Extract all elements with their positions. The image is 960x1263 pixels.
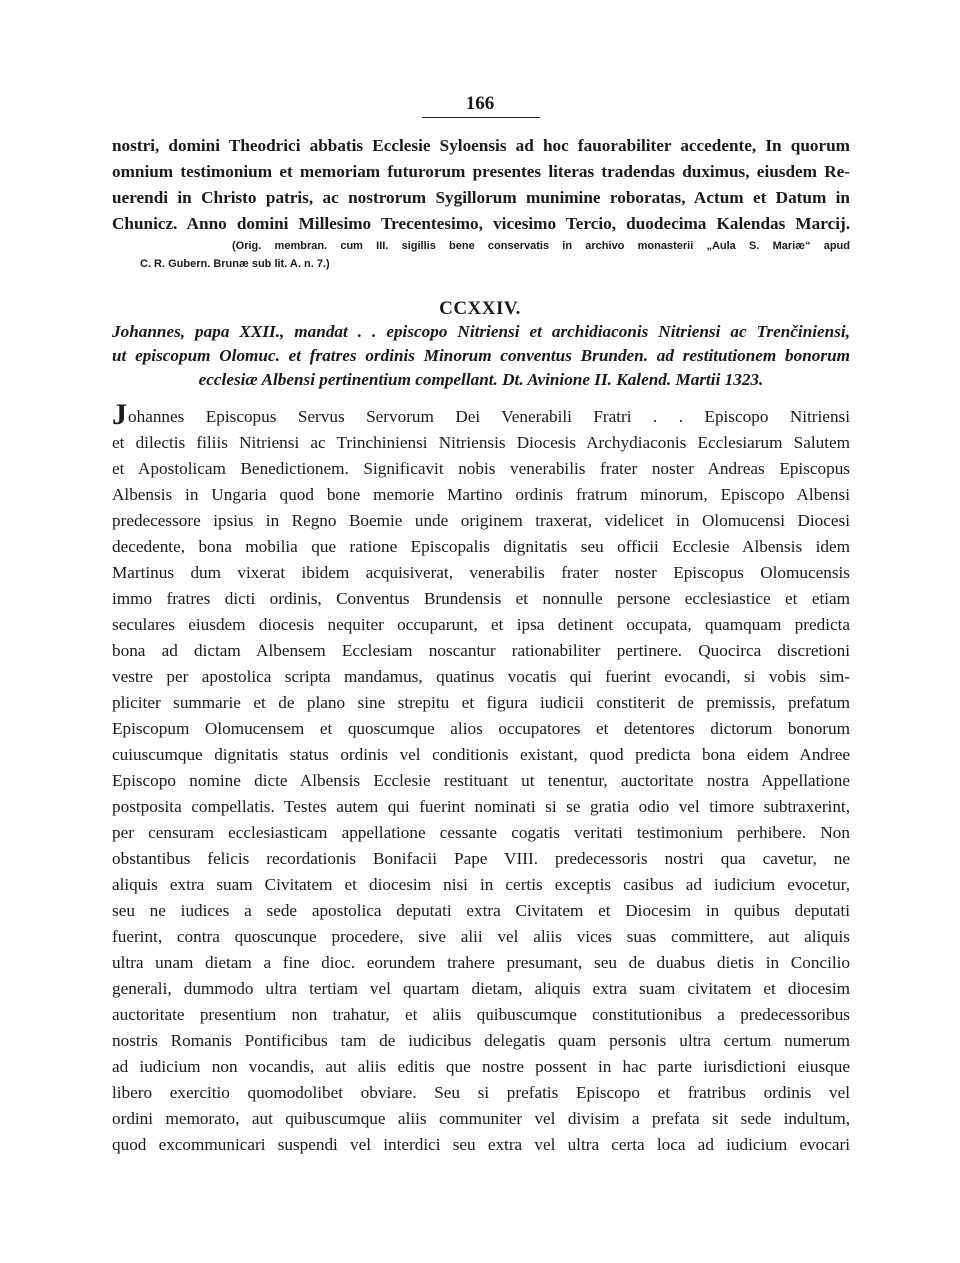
body-line: immo fratres dicti ordinis, Conventus Brundensis et nonnulle persone ecclesiastice et etiam	[112, 589, 850, 608]
body-line: cuiuscumque dignitatis status ordinis vel conditionis existant, quod predicta bona eidem Andree	[112, 745, 850, 764]
first-line-text: ohannes Episcopus Servus Servorum Dei Venerabili Fratri . . Episcopo Nitriensi	[128, 407, 850, 426]
body-line: pliciter summarie et de plano sine strepitu et figura iudicii constiterit de premissis, prefatum	[112, 693, 850, 712]
body-line: et Apostolicam Benedictionem. Significavit nobis venerabilis frater noster Andreas Episcopus	[112, 459, 850, 478]
source-note	[140, 237, 850, 273]
body-line: ad iudicium non vocandis, aut aliis editis que nostre possent in hac parte iurisdictioni eiusque	[112, 1057, 850, 1076]
body-line: fuerint, contra quoscunque procedere, sive alii vel aliis vices suas committere, aut aliquis	[112, 927, 850, 946]
body-line: bona ad dictam Albensem Ecclesiam noscantur rationabiliter pertinere. Quocirca discretioni	[112, 641, 850, 660]
body-line: aliquis extra suam Civitatem et diocesim nisi in certis exceptis casibus ad iudicium evocetur,	[112, 875, 850, 894]
body-line: postposita compellatis. Testes autem qui fuerint nominati si se gratia odio vel timore subtraxerint,	[112, 797, 850, 816]
body-line: obstantibus felicis recordationis Bonifacii Pape VIII. predecessoris nostri qua cavetur, ne	[112, 849, 850, 868]
top-paragraph	[112, 133, 850, 237]
text-line: nostri, domini Theodrici abbatis Ecclesie Syloensis ad hoc fauorabiliter accedente, In quorum	[112, 136, 850, 155]
body-line: libero exercitio quomodolibet obviare. Seu si prefatis Episcopo et fratribus ordinis vel	[112, 1083, 850, 1102]
document-summary	[112, 320, 850, 392]
page-number-rule	[422, 117, 540, 118]
text-line: Chunicz. Anno domini Millesimo Trecentesimo, vicesimo Tercio, duodecima Kalendas Marcij.	[112, 214, 850, 233]
body-line: quod excommunicari suspendi vel interdici seu extra vel ultra certa loca ad iudicium evocari	[112, 1135, 850, 1154]
document-body	[112, 404, 850, 1158]
body-line: Episcopo nomine dicte Albensis Ecclesie restituant ut tenentur, auctoritate nostra Appellatione	[112, 771, 850, 790]
body-line: ultra unam dietam a fine dioc. eorundem trahere presumant, seu de duabus dietis in Concilio	[112, 953, 850, 972]
summary-line: Johannes, papa XXII., mandat . . episcopo Nitriensi et archidiaconis Nitriensi ac Trenčiniensi,	[112, 322, 850, 341]
body-line: ordini memorato, aut quibuscumque aliis communiter vel divisim a prefata sit sede indultum,	[112, 1109, 850, 1128]
body-line: Albensis in Ungaria quod bone memorie Martino ordinis fratrum minorum, Episcopo Albensi	[112, 485, 850, 504]
body-line: et dilectis filiis Nitriensi ac Trinchiniensi Nitriensis Diocesis Archydiaconis Ecclesiarum Salutem	[112, 433, 850, 452]
body-line: Episcopum Olomucensem et quoscumque alios occupatores et detentores dictorum bonorum	[112, 719, 850, 738]
body-line: vestre per apostolica scripta mandamus, quatinus vocatis qui fuerint evocandi, si vobis sim-	[112, 667, 850, 686]
body-line: per censuram ecclesiasticam appellatione cessante cogatis veritati testimonium perhibere. Non	[112, 823, 850, 842]
summary-line: ecclesiæ Albensi pertinentium compellant. Dt. Avinione II. Kalend. Martii 1323.	[198, 370, 764, 389]
note-line: C. R. Gubern. Brunæ sub lit. A. n. 7.)	[140, 258, 330, 270]
body-line: seculares eiusdem diocesis nequiter occuparunt, et ipsa detinent occupata, quamquam predicta	[112, 615, 850, 634]
note-line: (Orig. membran. cum III. sigillis bene conservatis in archivo monasterii „Aula S. Mariæ“ apud	[232, 240, 850, 252]
initial-letter: J	[112, 404, 127, 430]
body-line: nostris Romanis Pontificibus tam de iudicibus delegatis quam personis ultra certum numerum	[112, 1031, 850, 1050]
body-line: Martinus dum vixerat ibidem acquisiverat, venerabilis frater noster Episcopus Olomucensis	[112, 563, 850, 582]
text-line: omnium testimonium et memoriam futurorum presentes literas tradendas duximus, eiusdem Re-	[112, 162, 850, 181]
page-number: 166	[465, 93, 495, 114]
text-line: uerendi in Christo patris, ac nostrorum Sygillorum munimine roboratas, Actum et Datum in	[112, 188, 850, 207]
body-line: predecessore ipsius in Regno Boemie unde originem traxerat, videlicet in Olomucensi Diocesi	[112, 511, 850, 530]
body-line: decedente, bona mobilia que ratione Episcopalis dignitatis seu officii Ecclesie Albensis idem	[112, 537, 850, 556]
body-first-line	[112, 404, 850, 430]
document-number: CCXXIV.	[439, 298, 521, 319]
body-line: generali, dummodo ultra tertiam vel quartam dietam, aliquis extra suam civitatem et diocesim	[112, 979, 850, 998]
summary-line: ut episcopum Olomuc. et fratres ordinis Minorum conventus Brunden. ad restitutionem bonorum	[112, 346, 850, 365]
body-line: seu ne iudices a sede apostolica deputati extra Civitatem et Diocesim in quibus deputati	[112, 901, 850, 920]
body-line: auctoritate presentium non trahatur, et aliis quibuscumque constitutionibus a predecessoribus	[112, 1005, 850, 1024]
